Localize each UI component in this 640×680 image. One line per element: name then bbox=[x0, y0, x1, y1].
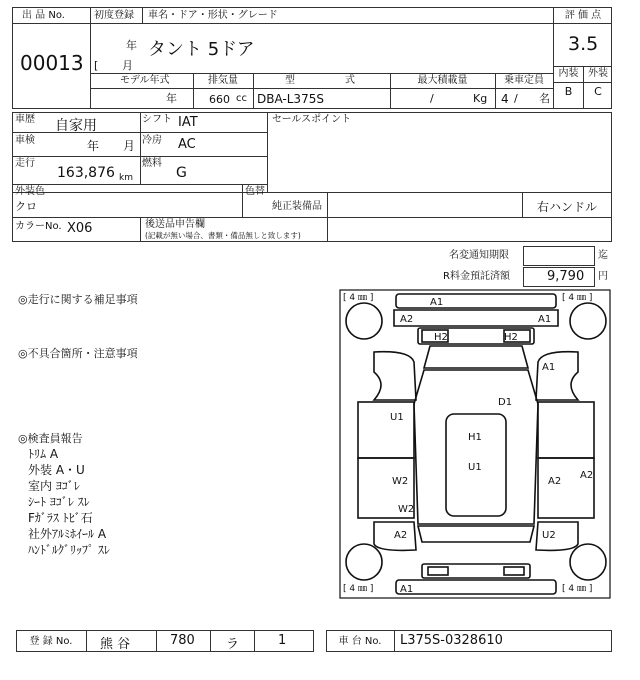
car-name: タント 5ドア bbox=[148, 39, 255, 60]
mileage-label: 走行 bbox=[15, 158, 35, 169]
inspector-title: ◎検査員報告 bbox=[18, 432, 83, 445]
post-docs-label: 後送品申告欄 bbox=[145, 219, 205, 230]
max-load-sep: / bbox=[430, 92, 434, 105]
capacity-label: 乗車定員 bbox=[504, 75, 544, 86]
reg-kana: ラ bbox=[226, 637, 240, 652]
inspection-year-unit: 年 bbox=[87, 139, 100, 153]
mark-light-right: H2 bbox=[504, 332, 518, 343]
color-change-label: 色替 bbox=[245, 186, 265, 197]
name-change-box bbox=[523, 246, 595, 266]
wheel-rear-left bbox=[346, 544, 382, 580]
inspector-line: 社外ｱﾙﾐﾎｲｰﾙ A bbox=[28, 527, 107, 541]
car-name-label: 車名・ドア・形状・グレード bbox=[148, 10, 278, 21]
fuel-value: G bbox=[176, 165, 187, 181]
inspection-label: 車検 bbox=[15, 135, 35, 146]
sales-point-label: セールスポイント bbox=[272, 114, 352, 125]
wheel-front-left bbox=[346, 303, 382, 339]
reg-class: 780 bbox=[170, 633, 195, 648]
inspector-line: ﾄﾘﾑ A bbox=[28, 447, 59, 461]
mark-roof-h: H1 bbox=[468, 432, 482, 443]
supplement-title: ◎走行に関する補足事項 bbox=[18, 293, 138, 306]
type-label-2: 式 bbox=[345, 75, 355, 86]
name-change-label: 名変通知期限 bbox=[449, 250, 509, 261]
shift-value: IAT bbox=[178, 115, 198, 130]
interior-label: 内装 bbox=[558, 68, 579, 79]
car-damage-diagram bbox=[338, 288, 614, 600]
wheel-front-right bbox=[570, 303, 606, 339]
wheel-rear-right bbox=[570, 544, 606, 580]
handle-value: 右ハンドル bbox=[537, 200, 598, 214]
ext-color-value: クロ bbox=[15, 200, 37, 213]
grade-label: 評 価 点 bbox=[564, 10, 602, 21]
first-reg-year-unit: 年 bbox=[126, 39, 137, 52]
oem-equip-label: 純正装備品 bbox=[272, 201, 322, 212]
displacement-unit: cc bbox=[236, 93, 247, 104]
ac-value: AC bbox=[178, 137, 196, 152]
displacement-label: 排気量 bbox=[208, 75, 238, 86]
overall-grade: 3.5 bbox=[568, 33, 599, 55]
post-docs-note: (記載が無い場合、書類・備品無しと致します) bbox=[145, 231, 301, 240]
inspector-line: ﾊﾝﾄﾞﾙｸﾞﾘｯﾌﾟ ｽﾚ bbox=[28, 543, 110, 557]
model-year-label: モデル年式 bbox=[120, 75, 170, 86]
exterior-label: 外装 bbox=[588, 68, 608, 79]
mark-front-bumper: A1 bbox=[430, 297, 444, 308]
tire-depth-rear-right: [ 4 ㎜ ] bbox=[562, 584, 593, 594]
mark-front-fender-right: A1 bbox=[542, 362, 556, 373]
shift-label: シフト bbox=[142, 114, 172, 125]
recycle-label: R料金預託済額 bbox=[443, 271, 510, 282]
mark-hood-left: A2 bbox=[400, 314, 414, 325]
chassis-number: L375S-0328610 bbox=[400, 633, 503, 648]
first-reg-bracket: [ bbox=[94, 59, 99, 72]
lot-label: 出 品 No. bbox=[22, 10, 65, 21]
history-value: 自家用 bbox=[55, 118, 97, 134]
mileage-unit: km bbox=[119, 173, 133, 183]
reg-number: 1 bbox=[278, 633, 287, 648]
type-label: 型 bbox=[285, 75, 295, 86]
mark-rear-fender-right: U2 bbox=[542, 530, 556, 541]
mark-front-door-left: U1 bbox=[390, 412, 404, 423]
inspector-list bbox=[28, 446, 110, 558]
exterior-grade: C bbox=[594, 85, 602, 98]
model-year-unit: 年 bbox=[166, 92, 177, 105]
mark-front-door-right: D1 bbox=[498, 397, 513, 408]
mark-rear-door-left: W2 bbox=[392, 476, 409, 487]
inspector-line: 外装 A・U bbox=[28, 463, 85, 477]
history-label: 車歴 bbox=[15, 114, 35, 125]
capacity-sep: / bbox=[514, 92, 518, 105]
first-reg-label: 初度登録 bbox=[94, 10, 134, 21]
inspector-line: ｼｰﾄ ﾖｺﾞﾚ ｽﾚ bbox=[28, 495, 90, 509]
color-no-value: X06 bbox=[67, 221, 93, 236]
inspector-line: 室内 ﾖｺﾞﾚ bbox=[28, 479, 80, 493]
max-load-unit: Kg bbox=[473, 92, 488, 105]
defects-title: ◎不具合箇所・注意事項 bbox=[18, 347, 138, 360]
recycle-value: 9,790 bbox=[547, 269, 585, 284]
displacement-value: 660 bbox=[209, 93, 230, 106]
mark-rear-door-right: A2 bbox=[548, 476, 562, 487]
tire-depth-front-right: [ 4 ㎜ ] bbox=[562, 293, 593, 303]
first-reg-month-unit: 月 bbox=[122, 59, 133, 72]
capacity-unit: 名 bbox=[539, 92, 550, 105]
chassis-label: 車 台 No. bbox=[338, 636, 382, 647]
mark-rear-bumper: A1 bbox=[400, 584, 414, 595]
reg-label: 登 録 No. bbox=[29, 636, 73, 647]
reg-area: 熊 谷 bbox=[100, 637, 131, 652]
mark-rear-fender-left-w: W2 bbox=[398, 504, 415, 515]
mark-roof-u: U1 bbox=[468, 462, 482, 473]
color-no-label: カラーNo. bbox=[15, 221, 62, 232]
recycle-unit: 円 bbox=[598, 271, 608, 282]
mark-hood-right: A1 bbox=[538, 314, 552, 325]
tire-depth-rear-left: [ 4 ㎜ ] bbox=[343, 584, 374, 594]
ac-label: 冷房 bbox=[142, 135, 162, 146]
max-load-label: 最大積載量 bbox=[417, 75, 468, 86]
inspection-month-unit: 月 bbox=[123, 139, 136, 153]
name-change-unit: 迄 bbox=[598, 250, 608, 261]
ext-color-label: 外装色 bbox=[15, 186, 45, 197]
fuel-label: 燃料 bbox=[142, 158, 162, 169]
mark-rear-fender-left-a: A2 bbox=[394, 530, 408, 541]
inspector-line: Fｶﾞﾗｽ ﾄﾋﾞ石 bbox=[28, 511, 93, 525]
capacity-value: 4 bbox=[501, 92, 509, 106]
mark-rear-right-edge: A2 bbox=[580, 470, 594, 481]
mark-light-left: H2 bbox=[434, 332, 448, 343]
lot-number: 00013 bbox=[20, 51, 84, 75]
interior-grade: B bbox=[564, 85, 573, 98]
tire-depth-front-left: [ 4 ㎜ ] bbox=[343, 293, 374, 303]
model-code: DBA-L375S bbox=[257, 92, 324, 106]
mileage-value: 163,876 bbox=[57, 165, 115, 181]
